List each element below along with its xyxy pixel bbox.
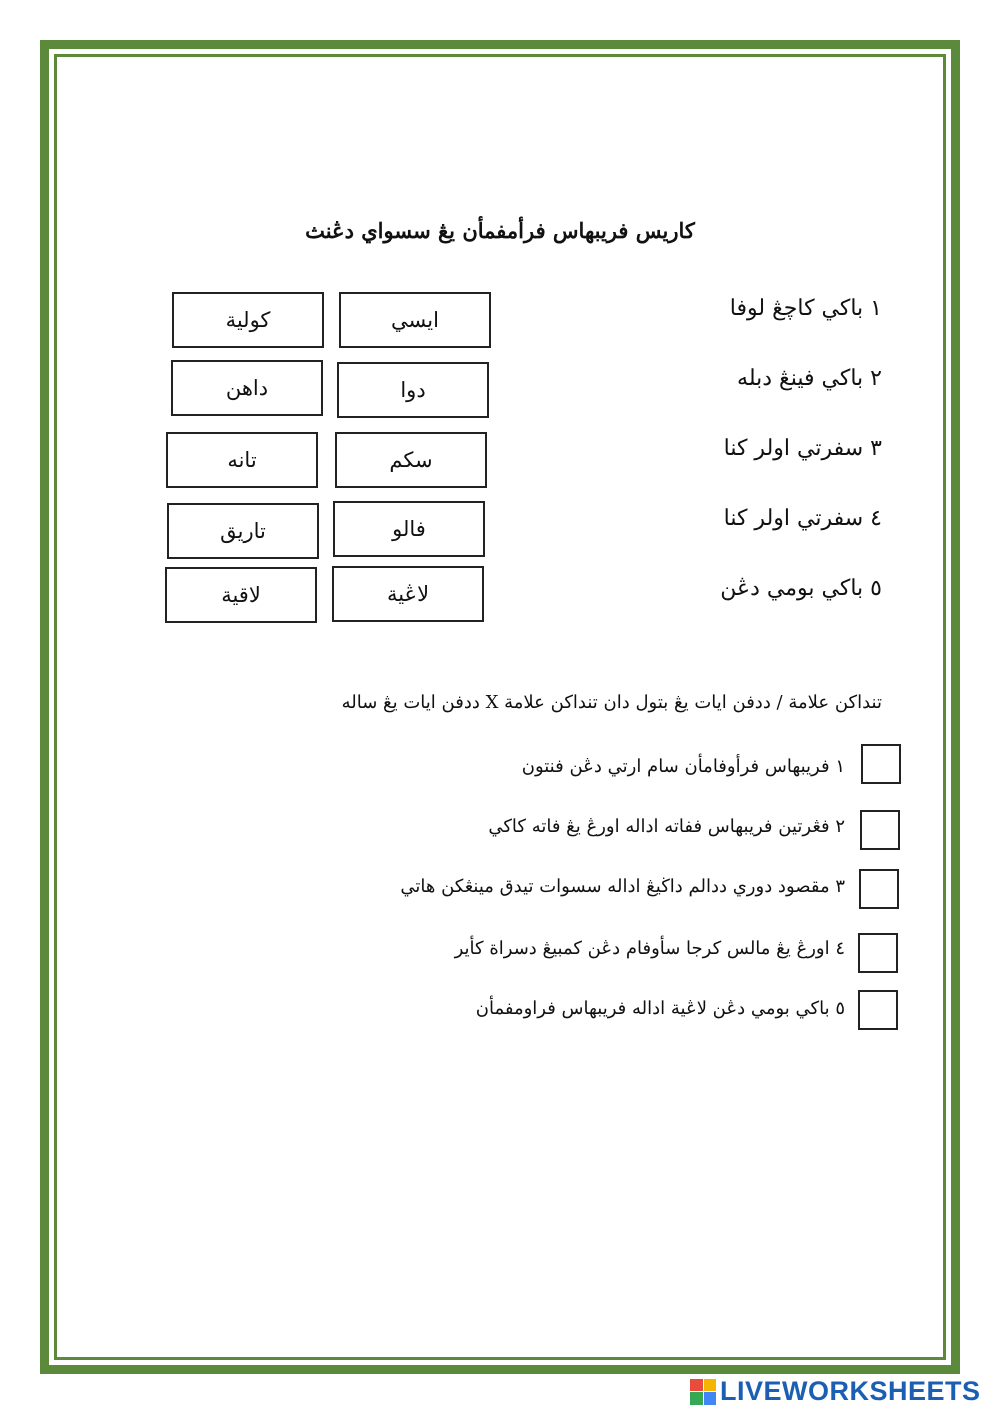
statement-3: ٣ مقصود دوري ددالم داڬيڠ اداله سسوات تيدق مينڠکن هاتي: [400, 876, 845, 897]
brand-text: LIVEWORKSHEETS: [720, 1376, 981, 1406]
option-box-2-right[interactable]: دوا: [337, 362, 489, 418]
option-box-1-right[interactable]: ايسي: [339, 292, 491, 348]
option-box-3-right[interactable]: سکم: [335, 432, 487, 488]
answer-checkbox-2[interactable]: [860, 810, 900, 850]
statement-2: ٢ فڠرتين فريبهاس ففاته اداله اورڠ يڠ فاته کاکي: [488, 816, 845, 837]
liveworksheets-logo-icon: [690, 1379, 716, 1405]
statement-4: ٤ اورڠ يڠ مالس کرجا سأوفام دڠن کمبيڠ دسراة کأير: [454, 938, 845, 959]
part2-instruction: تنداکن علامة / ددفن ايات يڠ بتول دان تنداکن علامة X ددفن ايات يڠ ساله: [341, 692, 882, 713]
answer-checkbox-4[interactable]: [858, 933, 898, 973]
question-1: ١ باکي کاچڠ لوفا: [729, 296, 882, 321]
question-4: ٤ سفرتي اولر کنا: [723, 506, 882, 531]
option-box-4-right[interactable]: فالو: [333, 501, 485, 557]
option-box-5-left[interactable]: لاقية: [165, 567, 317, 623]
answer-checkbox-3[interactable]: [859, 869, 899, 909]
answer-checkbox-1[interactable]: [861, 744, 901, 784]
option-box-4-left[interactable]: تاريق: [167, 503, 319, 559]
option-box-2-left[interactable]: داهن: [171, 360, 323, 416]
liveworksheets-brand: [690, 1376, 981, 1407]
question-5: ٥ باکي بومي دڠن: [720, 576, 882, 601]
option-box-3-left[interactable]: تانه: [166, 432, 318, 488]
question-3: ٣ سفرتي اولر کنا: [723, 436, 882, 461]
worksheet-title: كاريس فريبهاس فرأمفمأن يڠ سسواي دڠنث: [305, 218, 695, 243]
option-box-5-right[interactable]: لاڠية: [332, 566, 484, 622]
question-2: ٢ باکي فينڠ دبله: [737, 366, 882, 391]
statement-1: ١ فريبهاس فرأوفامأن سام ارتي دڠن فنتون: [521, 756, 845, 777]
statement-5: ٥ باکي بومي دڠن لاڠية اداله فريبهاس فراومفمأن: [475, 998, 845, 1019]
answer-checkbox-5[interactable]: [858, 990, 898, 1030]
option-box-1-left[interactable]: کولية: [172, 292, 324, 348]
